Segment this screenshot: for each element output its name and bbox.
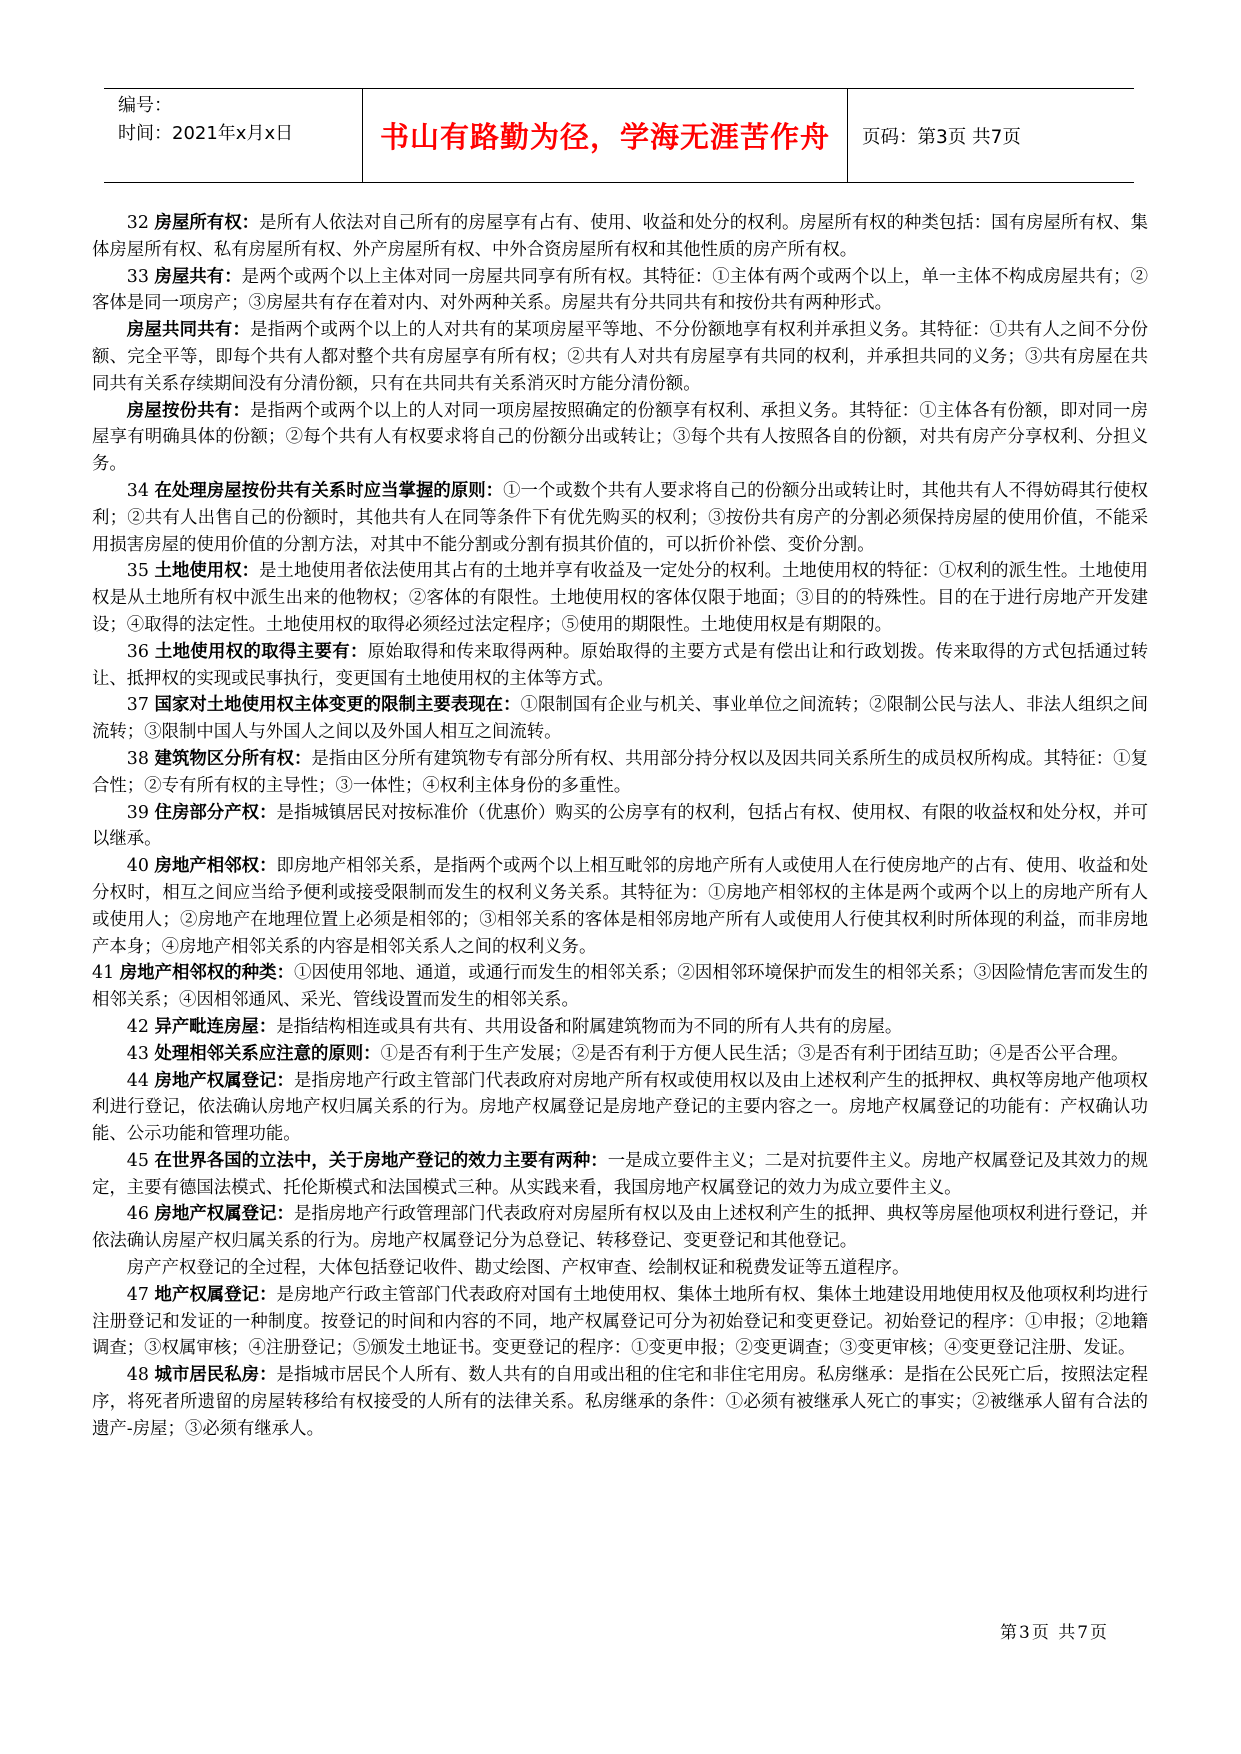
paragraph bbox=[92, 1255, 1148, 1282]
paragraph-term: 房屋共有： bbox=[154, 266, 242, 287]
paragraph-number: 36 bbox=[126, 641, 149, 662]
paragraph bbox=[92, 800, 1148, 854]
paragraph-term: 土地使用权的取得主要有： bbox=[154, 641, 368, 662]
paragraph-term: 房地产权属登记： bbox=[154, 1070, 294, 1091]
paragraph-text: 是房地产行政主管部门代表政府对国有土地使用权、集体土地所有权、集体土地建设用地使用权及他项权利均进行注册登记和发证的一种制度。按登记的时间和内容的不同，地产权属登记可分为初始登记和变更登记。初始登记的程序：①申报；②地籍调查；③权属审核；④注册登记；⑤颁发土地证书。变更登记的程序：①变更申报；②变更调查；③变更审核；④变更登记注册、发证。 bbox=[92, 1284, 1148, 1359]
paragraph-term: 房屋按份共有： bbox=[126, 400, 251, 421]
header-motto: 书山有路勤为径，学海无涯苦作舟 bbox=[362, 89, 848, 182]
paragraph-term: 地产权属登记： bbox=[154, 1284, 277, 1305]
paragraph-text: ①是否有利于生产发展；②是否有利于方便人民生活；③是否有利于团结互助；④是否公平合理。 bbox=[380, 1043, 1129, 1064]
paragraph bbox=[92, 746, 1148, 800]
paragraph bbox=[92, 317, 1148, 397]
paragraph-text: 是指房地产行政主管部门代表政府对房地产所有权或使用权以及由上述权利产生的抵押权、典权等房地产他项权利进行登记，依法确认房地产权归属关系的行为。房地产权属登记是房地产登记的主要内容之一。房地产权属登记的功能有：产权确认功能、公示功能和管理功能。 bbox=[92, 1070, 1148, 1145]
paragraph-text: 是指结构相连或具有共有、共用设备和附属建筑物而为不同的所有人共有的房屋。 bbox=[276, 1016, 903, 1037]
paragraph-text: 房产产权登记的全过程，大体包括登记收件、勘丈绘图、产权审查、绘制权证和税费发证等五道程序。 bbox=[126, 1258, 910, 1279]
paragraph-text: 原始取得和传来取得两种。原始取得的主要方式是有偿出让和行政划拨。传来取得的方式包括通过转让、抵押权的实现或民事执行，变更国有土地使用权的主体等方式。 bbox=[92, 641, 1148, 689]
paragraph-number: 32 bbox=[126, 213, 149, 233]
paragraph bbox=[92, 264, 1148, 318]
paragraph-number: 39 bbox=[126, 802, 149, 823]
time-label: 时间：2021年x月x日 bbox=[118, 123, 294, 144]
paragraph-term: 处理相邻关系应注意的原则： bbox=[154, 1043, 381, 1064]
paragraph-text: 是指两个或两个以上的人对共有的某项房屋平等地、不分份额地享有权利并承担义务。其特征：①共有人之间不分份额、完全平等，即每个共有人都对整个共有房屋享有所有权；②共有人对共有房屋享有共同的权利，并承担共同的义务；③共有房屋在共同共有关系存续期间没有分清份额，只有在共同共有关系消灭时方能分清份额。 bbox=[92, 320, 1148, 394]
paragraph-term: 在世界各国的立法中，关于房地产登记的效力主要有两种： bbox=[154, 1150, 608, 1171]
paragraph-text: 是指由区分所有建筑物专有部分所有权、共用部分持分权以及因共同关系所生的成员权所构成。其特征：①复合性；②专有所有权的主导性；③一体性；④权利主体身份的多重性。 bbox=[92, 748, 1148, 796]
paragraph-text: 是指两个或两个以上的人对同一项房屋按照确定的份额享有权利、承担义务。其特征：①主体各有份额，即对同一房屋享有明确具体的份额；②每个共有人有权要求将自己的份额分出或转让；③每个共有人按照各自的份额，对共有房产分享权利、分担义务。 bbox=[92, 400, 1148, 475]
document-body bbox=[92, 210, 1148, 1443]
paragraph-term: 房屋共同共有： bbox=[126, 320, 251, 341]
paragraph-term: 建筑物区分所有权： bbox=[154, 748, 312, 769]
paragraph bbox=[92, 478, 1148, 558]
paragraph-term: 房屋所有权： bbox=[154, 213, 260, 233]
number-label: 编号： bbox=[118, 95, 172, 116]
paragraph bbox=[92, 853, 1148, 960]
paragraph-number: 43 bbox=[126, 1043, 149, 1064]
paragraph-number: 40 bbox=[126, 856, 149, 877]
paragraph-number: 46 bbox=[126, 1204, 149, 1225]
paragraph bbox=[92, 960, 1148, 1014]
paragraph-text: 是所有人依法对自己所有的房屋享有占有、使用、收益和处分的权利。房屋所有权的种类包括：国有房屋所有权、集体房屋所有权、私有房屋所有权、外产房屋所有权、中外合资房屋所有权和其他性质的房产所有权。 bbox=[92, 213, 1148, 260]
paragraph-number: 34 bbox=[126, 480, 149, 501]
paragraph bbox=[92, 558, 1148, 638]
paragraph-text: 是指城市居民个人所有、数人共有的自用或出租的住宅和非住宅用房。私房继承：是指在公民死亡后，按照法定程序，将死者所遗留的房屋转移给有权接受的人所有的法律关系。私房继承的条件：①必须有被继承人死亡的事实；②被继承人留有合法的遗产-房屋；③必须有继承人。 bbox=[92, 1365, 1148, 1439]
paragraph bbox=[92, 210, 1148, 264]
paragraph bbox=[92, 1362, 1148, 1442]
paragraph-number: 45 bbox=[126, 1150, 149, 1171]
paragraph-term: 房地产相邻权的种类： bbox=[119, 963, 295, 984]
paragraph-number: 41 bbox=[92, 963, 115, 984]
paragraph bbox=[92, 1014, 1148, 1041]
paragraph-text: ①一个或数个共有人要求将自己的份额分出或转让时，其他共有人不得妨碍其行使权利；②共有人出售自己的份额时，其他共有人在同等条件下有优先购买的权利；③按份共有房产的分割必须保持房屋的使用价值，不能采用损害房屋的使用价值的分割方法，对其中不能分割或分割有损其价值的，可以折价补偿、变价分割。 bbox=[92, 480, 1148, 555]
paragraph bbox=[92, 398, 1148, 478]
paragraph bbox=[92, 1148, 1148, 1202]
paragraph-number: 37 bbox=[126, 695, 149, 716]
paragraph-number: 44 bbox=[126, 1070, 149, 1091]
paragraph-text: 一是成立要件主义；二是对抗要件主义。房地产权属登记及其效力的规定，主要有德国法模式、托伦斯模式和法国模式三种。从实践来看，我国房地产权属登记的效力为成立要件主义。 bbox=[92, 1150, 1148, 1198]
paragraph-text: 即房地产相邻关系，是指两个或两个以上相互毗邻的房地产所有人或使用人在行使房地产的占有、使用、收益和处分权时，相互之间应当给予便利或接受限制而发生的权利义务关系。其特征为：①房地产相邻权的主体是两个或两个以上的房地产所有人或使用人；②房地产在地理位置上必须是相邻的；③相邻关系的客体是相邻房地产所有人或使用人行使其权利时所体现的利益，而非房地产本身；④房地产相邻关系的内容是相邻关系人之间的权利义务。 bbox=[92, 856, 1148, 957]
paragraph bbox=[92, 639, 1148, 693]
paragraph-term: 土地使用权： bbox=[154, 561, 260, 582]
paragraph bbox=[92, 1041, 1148, 1068]
paragraph-number: 38 bbox=[126, 748, 149, 769]
paragraph bbox=[92, 1201, 1148, 1255]
paragraph bbox=[92, 1282, 1148, 1362]
paragraph-term: 在处理房屋按份共有关系时应当掌握的原则： bbox=[154, 480, 504, 501]
paragraph-number: 33 bbox=[126, 266, 149, 287]
paragraph bbox=[92, 1068, 1148, 1148]
paragraph-term: 房地产相邻权： bbox=[154, 856, 277, 877]
paragraph-term: 城市居民私房： bbox=[154, 1365, 277, 1386]
header-page-code: 页码：第3页 共7页 bbox=[862, 126, 1021, 148]
paragraph-number: 47 bbox=[126, 1284, 149, 1305]
paragraph-term: 异产毗连房屋： bbox=[154, 1016, 277, 1037]
paragraph-number: 35 bbox=[126, 561, 149, 582]
paragraph-term: 国家对土地使用权主体变更的限制主要表现在： bbox=[154, 695, 521, 716]
paragraph-number: 48 bbox=[126, 1365, 149, 1386]
paragraph-text: 是两个或两个以上主体对同一房屋共同享有所有权。其特征：①主体有两个或两个以上，单一主体不构成房屋共有；②客体是同一项房产；③房屋共有存在着对内、对外两种关系。房屋共有分共同共有和按份共有两种形式。 bbox=[92, 266, 1148, 314]
paragraph bbox=[92, 692, 1148, 746]
paragraph-term: 住房部分产权： bbox=[154, 802, 277, 823]
paragraph-term: 房地产权属登记： bbox=[154, 1204, 294, 1225]
header-meta bbox=[104, 89, 362, 182]
page-footer: 第3页 共7页 bbox=[1000, 1623, 1110, 1643]
paragraph-text: ①限制国有企业与机关、事业单位之间流转；②限制公民与法人、非法人组织之间流转；③限制中国人与外国人之间以及外国人相互之间流转。 bbox=[92, 695, 1148, 743]
paragraph-text: ①因使用邻地、通道，或通行而发生的相邻关系；②因相邻环境保护而发生的相邻关系；③因险情危害而发生的相邻关系；④因相邻通风、采光、管线设置而发生的相邻关系。 bbox=[92, 963, 1148, 1011]
paragraph-text: 是土地使用者依法使用其占有的土地并享有收益及一定处分的权利。土地使用权的特征：①权利的派生性。土地使用权是从土地所有权中派生出来的他物权；②客体的有限性。土地使用权的客体仅限于地面；③目的的特殊性。目的在于进行房地产开发建设；④取得的法定性。土地使用权的取得必须经过法定程序；⑤使用的期限性。土地使用权是有期限的。 bbox=[92, 561, 1148, 635]
paragraph-text: 是指城镇居民对按标准价（优惠价）购买的公房享有的权利，包括占有权、使用权、有限的收益权和处分权，并可以继承。 bbox=[92, 802, 1148, 850]
paragraph-number: 42 bbox=[126, 1016, 149, 1037]
paragraph-text: 是指房地产行政管理部门代表政府对房屋所有权以及由上述权利产生的抵押、典权等房屋他项权利进行登记，并依法确认房屋产权归属关系的行为。房地产权属登记分为总登记、转移登记、变更登记和其他登记。 bbox=[92, 1204, 1148, 1252]
page-header bbox=[104, 88, 1134, 183]
